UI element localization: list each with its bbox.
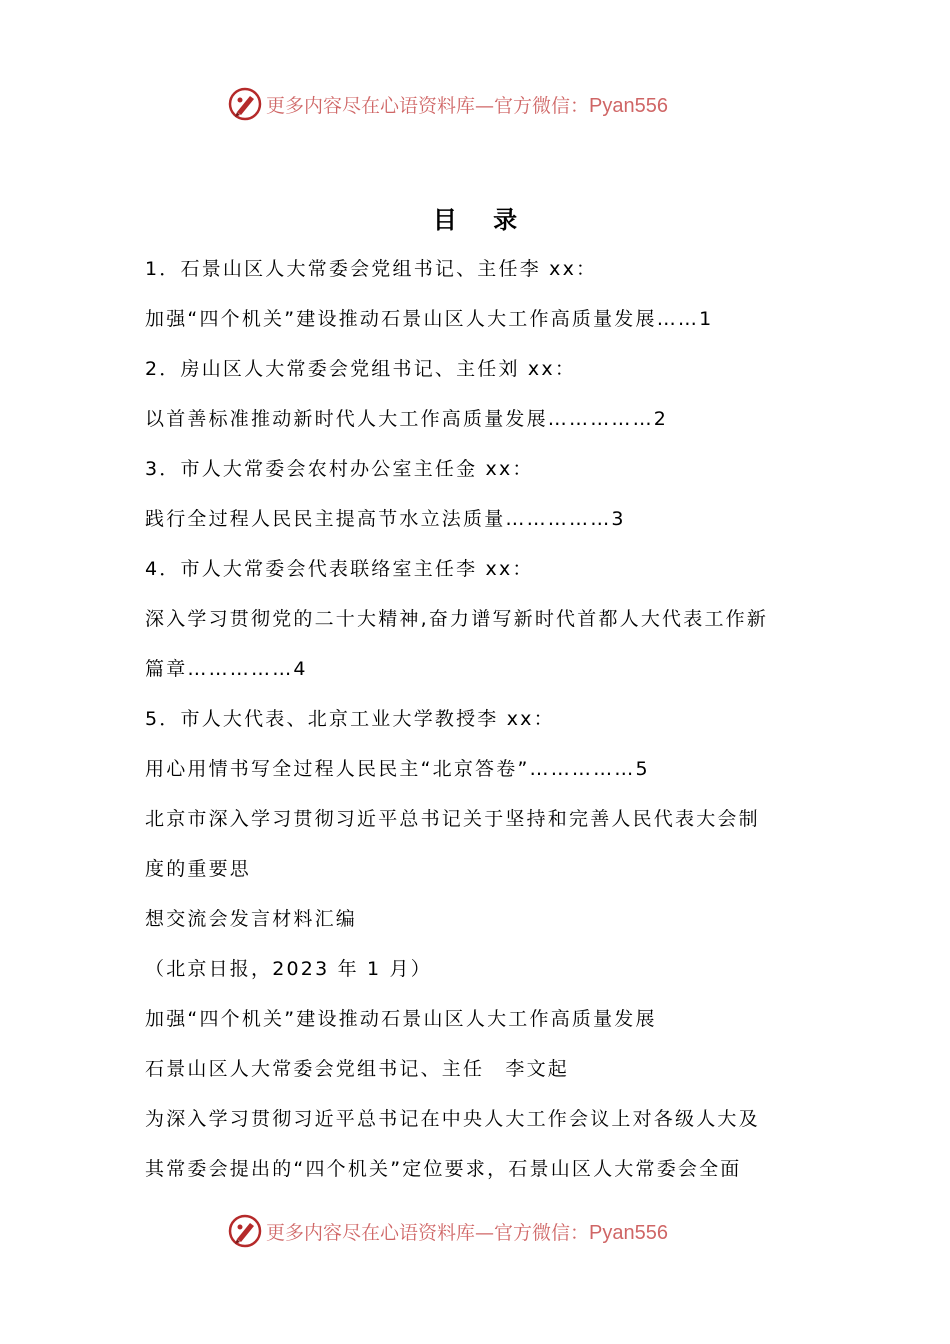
article-paragraph-line-1: 为深入学习贯彻习近平总书记在中央人大工作会议上对各级人大及 — [145, 1108, 760, 1130]
toc-entry-3-author: 3．市人大常委会农村办公室主任金 xx： — [145, 458, 534, 480]
toc-entry-1-author: 1．石景山区人大常委会党组书记、主任李 xx： — [145, 258, 598, 280]
toc-entry-3-title: 践行全过程人民民主提高节水立法质量……………3 — [145, 508, 626, 530]
toc-entry-1-title: 加强“四个机关”建设推动石景山区人大工作高质量发展……1 — [145, 308, 714, 330]
article-author: 石景山区人大常委会党组书记、主任 李文起 — [145, 1058, 570, 1080]
page-title: 目 录 — [432, 206, 532, 234]
collection-title-line-2: 度的重要思 — [145, 858, 252, 880]
toc-entry-4-title: 深入学习贯彻党的二十大精神,奋力谱写新时代首都人大代表工作新 — [145, 608, 769, 630]
toc-entry-5-author: 5．市人大代表、北京工业大学教授李 xx： — [145, 708, 555, 730]
watermark-wechat-id: Pyan556 — [589, 94, 668, 117]
pen-logo-icon — [228, 87, 262, 121]
document-body — [145, 246, 810, 1196]
toc-entry-5-title: 用心用情书写全过程人民民主“北京答卷”……………5 — [145, 758, 650, 780]
article-paragraph-line-2: 其常委会提出的“四个机关”定位要求，石景山区人大常委会全面 — [145, 1158, 742, 1180]
collection-title-line-3: 想交流会发言材料汇编 — [145, 908, 358, 930]
watermark-text: 更多内容尽在心语资料库—官方微信： — [266, 1221, 590, 1244]
source-note: （北京日报，2023 年 1 月） — [145, 958, 432, 980]
watermark-text: 更多内容尽在心语资料库—官方微信： — [266, 94, 590, 117]
toc-entry-2-author: 2．房山区人大常委会党组书记、主任刘 xx： — [145, 358, 577, 380]
watermark-wechat-id: Pyan556 — [589, 1221, 668, 1244]
watermark-banner-bottom — [228, 1211, 668, 1251]
watermark-banner-top — [228, 84, 668, 124]
toc-entry-4-title-cont: 篇章……………4 — [145, 658, 308, 680]
article-title: 加强“四个机关”建设推动石景山区人大工作高质量发展 — [145, 1008, 657, 1030]
pen-logo-icon — [228, 1214, 262, 1248]
toc-entry-4-author: 4．市人大常委会代表联络室主任李 xx： — [145, 558, 534, 580]
toc-entry-2-title: 以首善标准推动新时代人大工作高质量发展……………2 — [145, 408, 669, 430]
collection-title-line-1: 北京市深入学习贯彻习近平总书记关于坚持和完善人民代表大会制 — [145, 808, 760, 830]
